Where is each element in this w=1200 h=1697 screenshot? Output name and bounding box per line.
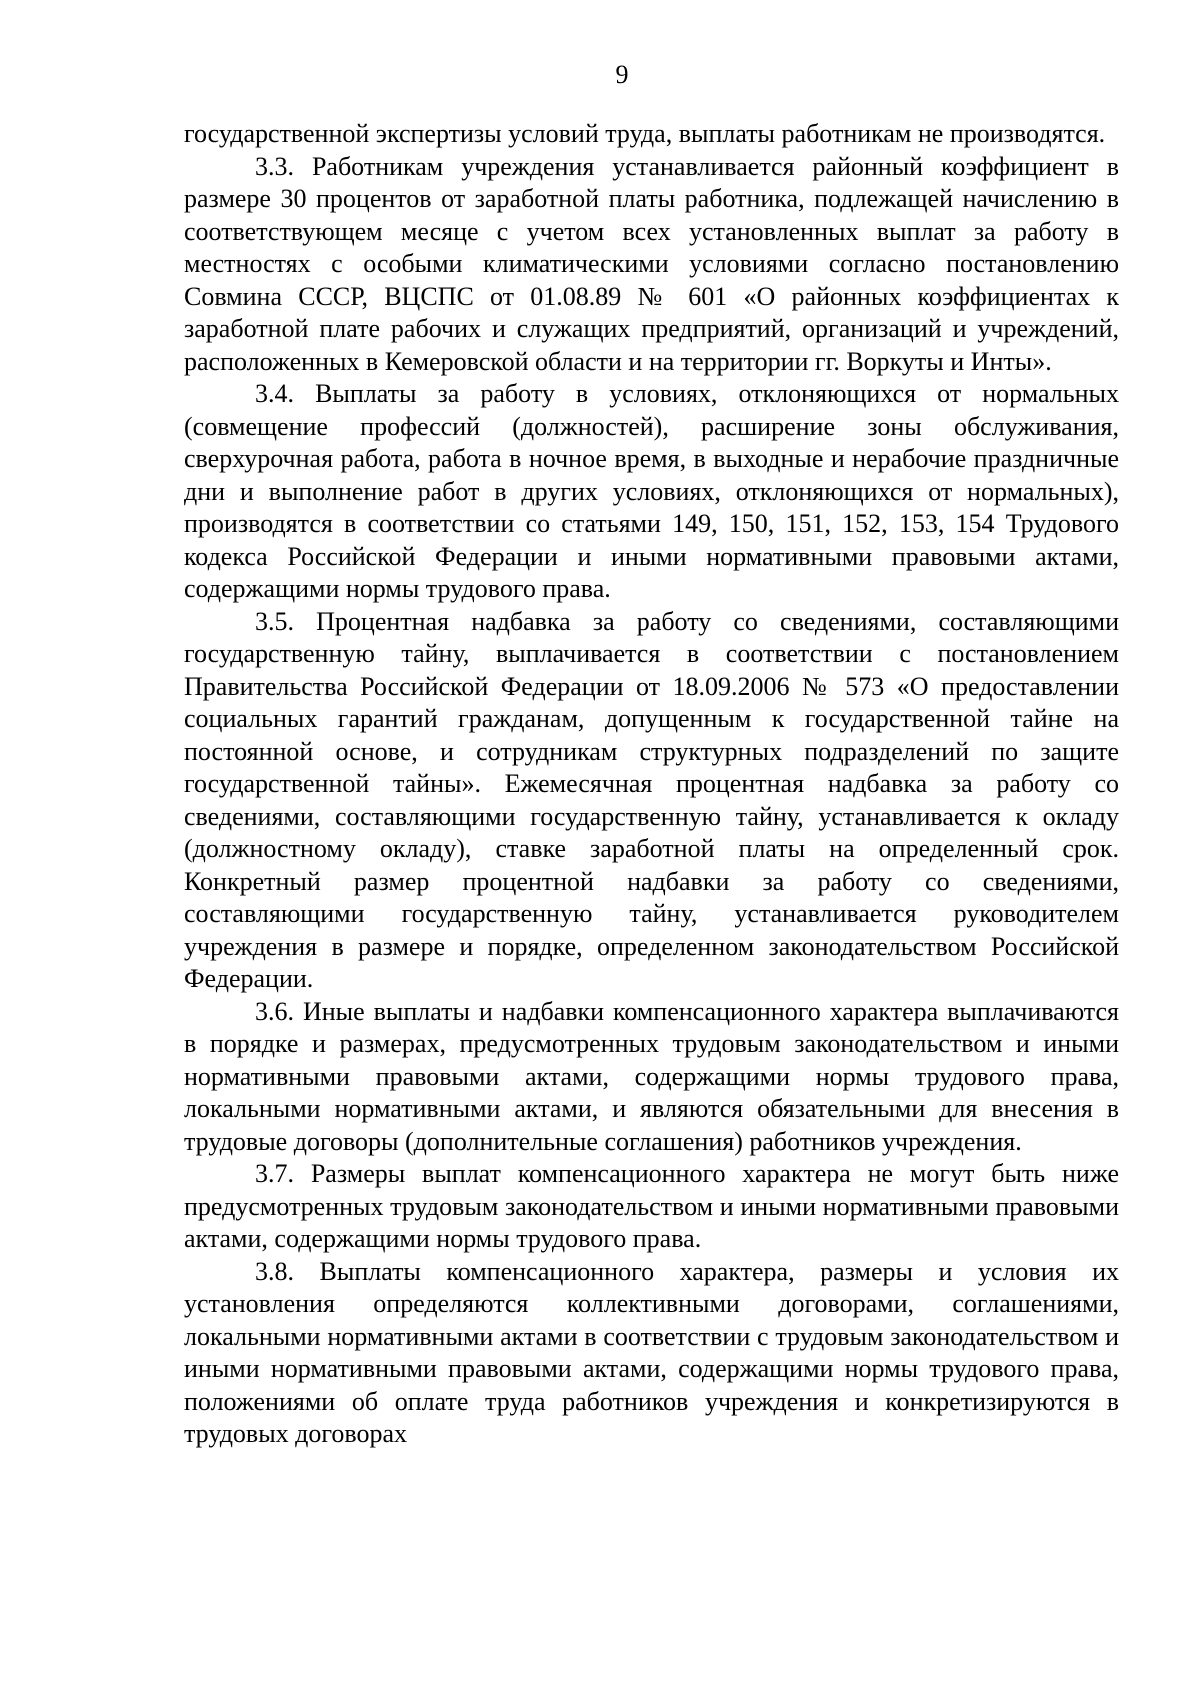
paragraph-3-5: 3.5. Процентная надбавка за работу со сведениями, составляющими государственную тайну, выплачивается в соответствии с постановлением Правительства Российской Федерации от 18.09.2006 № 573 «О предоставлении социальных гарантий гражданам, допущенным к государственной тайне на постоянной основе, и сотрудникам структурных подразделений по защите государственной тайны». Ежемесячная процентная надбавка за работу со сведениями, составляющими государственную тайну, устанавливается к окладу (должностному окладу), ставке заработной платы на определенный срок. Конкретный размер процентной надбавки за работу со сведениями, составляющими государственную тайну, устанавливается руководителем учреждения в размере и порядке, определенном законодательством Российской Федерации. [184,606,1119,993]
document-body [184,118,1119,1451]
page-number: 9 [615,60,629,89]
paragraph-3-3: 3.3. Работникам учреждения устанавливается районный коэффициент в размере 30 процентов от заработной платы работника, подлежащей начислению в соответствующем месяце с учетом всех установленных выплат за работу в местностях с особыми климатическими условиями согласно постановлению Совмина СССР, ВЦСПС от 01.08.89 № 601 «О районных коэффициентах к заработной плате рабочих и служащих предприятий, организаций и учреждений, расположенных в Кемеровской области и на территории гг. Воркуты и Инты». [184,151,1119,376]
paragraph-3-7: 3.7. Размеры выплат компенсационного характера не могут быть ниже предусмотренных трудовым законодательством и иными нормативными правовыми актами, содержащими нормы трудового права. [184,1159,1119,1253]
paragraph-continuation: государственной экспертизы условий труда, выплаты работникам не производятся. [184,119,1106,148]
paragraph-3-8: 3.8. Выплаты компенсационного характера, размеры и условия их установления определяются коллективными договорами, соглашениями, локальными нормативными актами в соответствии с трудовым законодательством и иными нормативными правовыми актами, содержащими нормы трудового права, положениями об оплате труда работников учреждения и конкретизируются в трудовых договорах [184,1256,1119,1448]
paragraph-3-6: 3.6. Иные выплаты и надбавки компенсационного характера выплачиваются в порядке и размерах, предусмотренных трудовым законодательством и иными нормативными правовыми актами, содержащими нормы трудового права, локальными нормативными актами, и являются обязательными для внесения в трудовые договоры (дополнительные соглашения) работников учреждения. [184,996,1119,1156]
paragraph-3-4: 3.4. Выплаты за работу в условиях, отклоняющихся от нормальных (совмещение профессий (должностей), расширение зоны обслуживания, сверхурочная работа, работа в ночное время, в выходные и нерабочие праздничные дни и выполнение работ в других условиях, отклоняющихся от нормальных), производятся в соответствии со статьями 149, 150, 151, 152, 153, 154 Трудового кодекса Российской Федерации и иными нормативными правовыми актами, содержащими нормы трудового права. [184,379,1119,603]
